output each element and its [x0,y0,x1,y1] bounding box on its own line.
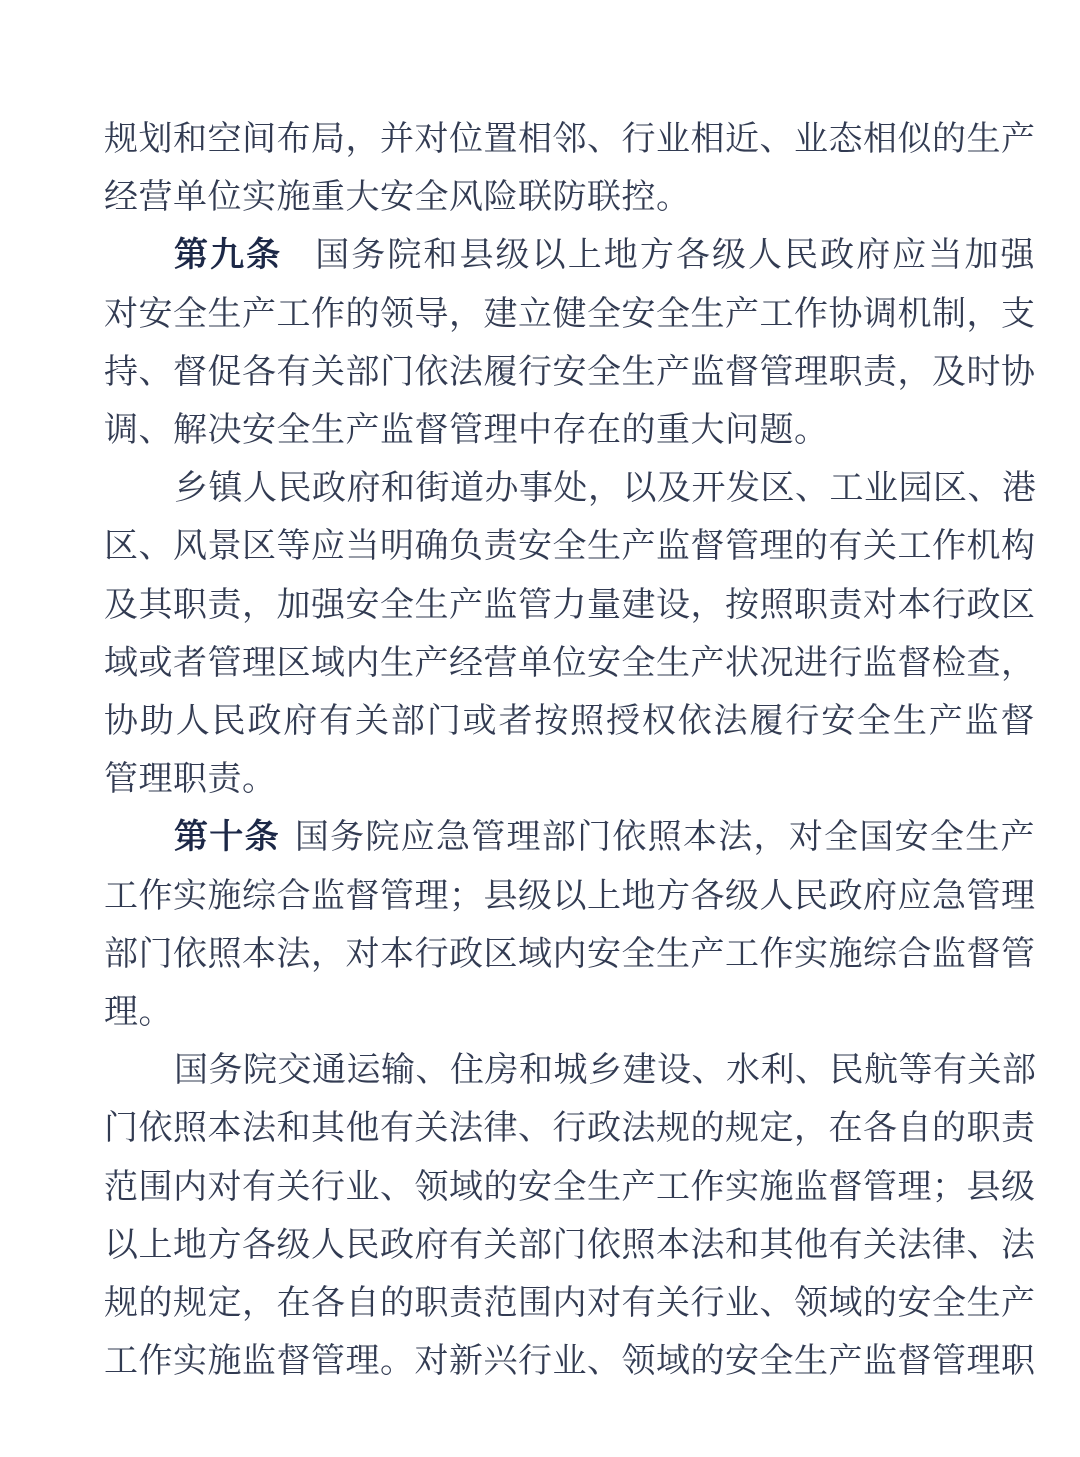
line-text: 规的规定，在各自的职责范围内对有关行业、领域的安全生产 [104,1285,1036,1323]
line-text: 以上地方各级人民政府有关部门依照本法和其他有关法律、法 [104,1226,1036,1264]
text-line [104,111,1035,169]
text-line [104,926,1035,984]
article-number-label: 第十条 [174,819,280,857]
line-text: 门依照本法和其他有关法律、行政法规的规定，在各自的职责 [104,1110,1036,1148]
legal-text-block [104,111,1035,1391]
line-text: 及其职责，加强安全生产监管力量建设，按照职责对本行政区 [104,586,1036,624]
text-line [104,402,1035,460]
line-text: 国务院交通运输、住房和城乡建设、水利、民航等有关部 [174,1052,1037,1090]
text-line [104,984,1035,1042]
text-line [104,344,1035,402]
text-line [104,868,1035,926]
line-text: 国务院和县级以上地方各级人民政府应当加强 [315,237,1036,275]
text-line [104,1217,1035,1275]
text-line [104,518,1035,576]
text-line [104,1100,1035,1158]
line-text: 范围内对有关行业、领域的安全生产工作实施监督管理；县级 [104,1168,1036,1206]
text-line [104,577,1035,635]
text-line [104,635,1035,693]
line-text: 对安全生产工作的领导，建立健全安全生产工作协调机制，支 [104,295,1036,333]
text-line [104,460,1035,518]
line-text: 国务院应急管理部门依照本法，对全国安全生产 [294,819,1036,857]
line-text: 工作实施监督管理。对新兴行业、领域的安全生产监督管理职 [104,1343,1036,1381]
text-line [104,809,1035,867]
text-line [104,751,1035,809]
text-line [104,693,1035,751]
text-line [104,1042,1035,1100]
line-text: 理。 [104,994,173,1032]
text-line [104,1275,1035,1333]
line-text: 规划和空间布局，并对位置相邻、行业相近、业态相似的生产 [104,121,1036,158]
line-text: 工作实施综合监督管理；县级以上地方各级人民政府应急管理 [104,877,1036,915]
line-text: 区、风景区等应当明确负责安全生产监督管理的有关工作机构 [104,528,1036,566]
line-text: 持、督促各有关部门依法履行安全生产监督管理职责，及时协 [104,353,1036,391]
line-text: 调、解决安全生产监督管理中存在的重大问题。 [104,412,829,450]
line-text: 域或者管理区域内生产经营单位安全生产状况进行监督检查， [104,644,1036,682]
text-line [104,286,1035,344]
line-text: 协助人民政府有关部门或者按照授权依法履行安全生产监督 [104,703,1035,741]
line-text: 部门依照本法，对本行政区域内安全生产工作实施综合监督管 [104,935,1036,973]
article-number-label: 第九条 [174,237,283,275]
text-line [104,1333,1035,1391]
line-text: 乡镇人民政府和街道办事处，以及开发区、工业园区、港 [174,470,1037,508]
line-text: 管理职责。 [104,761,277,799]
text-line [104,169,1035,227]
text-line [104,227,1035,285]
text-line [104,1159,1035,1217]
line-text: 经营单位实施重大安全风险联防联控。 [104,179,691,217]
